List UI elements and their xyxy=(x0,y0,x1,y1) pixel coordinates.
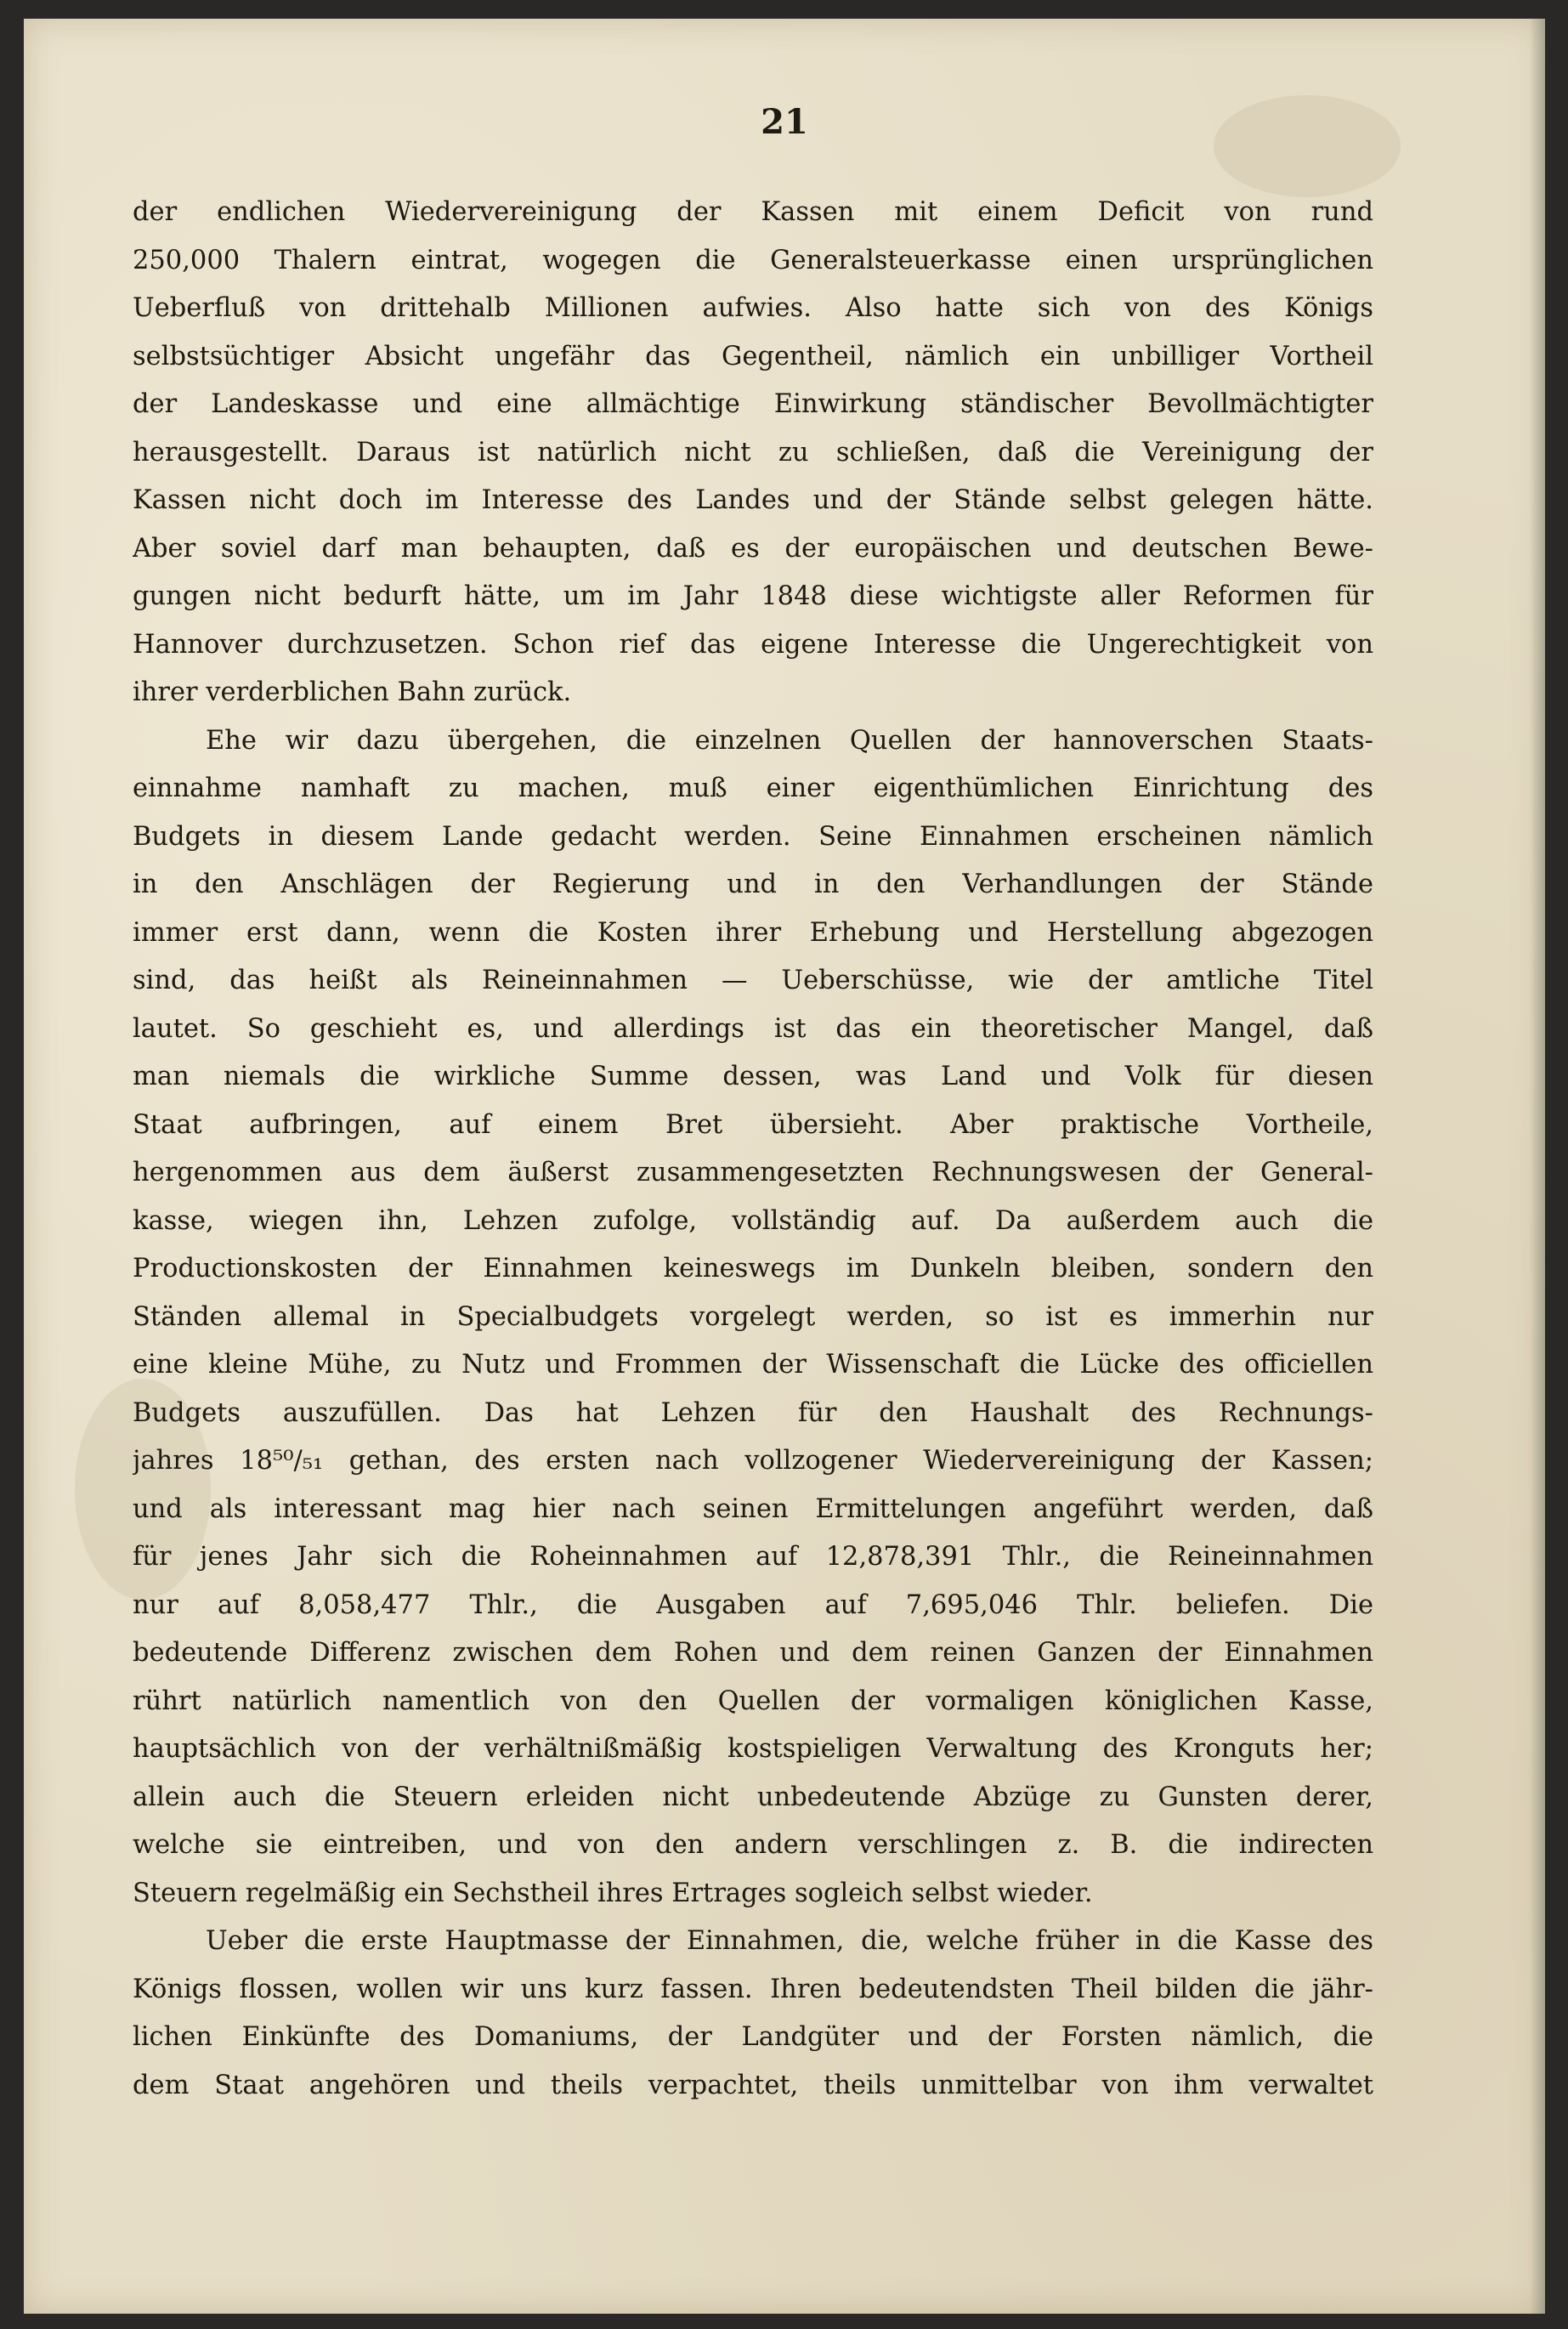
page-number: 21 xyxy=(761,102,808,142)
text-line: für jenes Jahr sich die Roheinnahmen auf 12,878,391 Thlr., die Reineinnahmen xyxy=(133,1542,1373,1572)
text-line: herausgestellt. Daraus ist natürlich nicht zu schließen, daß die Vereinigung der xyxy=(133,437,1373,468)
text-line: man niemals die wirkliche Summe dessen, was Land und Volk für diesen xyxy=(133,1062,1373,1091)
text-line: Ehe wir dazu übergehen, die einzelnen Quellen der hannoverschen Staats- xyxy=(206,725,1373,756)
text-line: allein auch die Steuern erleiden nicht unbedeutende Abzüge zu Gunsten derer, xyxy=(133,1782,1373,1812)
book-page xyxy=(24,19,1545,2314)
text-line: hauptsächlich von der verhältnißmäßig kostspieligen Verwaltung des Kronguts her; xyxy=(133,1734,1373,1764)
paragraph-1 xyxy=(133,189,1373,717)
text-line: der Landeskasse und eine allmächtige Einwirkung ständischer Bevollmächtigter xyxy=(133,389,1373,419)
text-line: einnahme namhaft zu machen, muß einer eigenthümlichen Einrichtung des xyxy=(133,774,1373,803)
text-line: Budgets auszufüllen. Das hat Lehzen für den Haushalt des Rechnungs- xyxy=(133,1397,1373,1428)
text-line: eine kleine Mühe, zu Nutz und Frommen der Wissenschaft die Lücke des officiellen xyxy=(133,1350,1373,1380)
text-line: in den Anschlägen der Regierung und in den Verhandlungen der Stände xyxy=(133,870,1373,899)
text-line: sind, das heißt als Reineinnahmen — Ueberschüsse, wie der amtliche Titel xyxy=(133,966,1373,995)
text-line: jahres 18⁵⁰/₅₁ gethan, des ersten nach vollzogener Wiedervereinigung der Kassen; xyxy=(133,1446,1373,1476)
text-line: selbstsüchtiger Absicht ungefähr das Gegentheil, nämlich ein unbilliger Vortheil xyxy=(133,341,1373,371)
text-line: hergenommen aus dem äußerst zusammengesetzten Rechnungswesen der General- xyxy=(133,1158,1373,1187)
text-line: Aber soviel darf man behaupten, daß es der europäischen und deutschen Bewe- xyxy=(133,533,1373,564)
text-line: Kassen nicht doch im Interesse des Landes und der Stände selbst gelegen hätte. xyxy=(133,485,1373,515)
text-line: bedeutende Differenz zwischen dem Rohen und dem reinen Ganzen der Einnahmen xyxy=(133,1638,1373,1668)
text-line: der endlichen Wiedervereinigung der Kassen mit einem Deficit von rund xyxy=(133,197,1373,227)
text-line: und als interessant mag hier nach seinen Ermittelungen angeführt werden, daß xyxy=(133,1493,1373,1524)
paragraph-2 xyxy=(133,717,1373,1918)
text-line: dem Staat angehören und theils verpachtet, theils unmittelbar von ihm verwaltet xyxy=(133,2070,1373,2100)
text-line: Ständen allemal in Specialbudgets vorgelegt werden, so ist es immerhin nur xyxy=(133,1301,1373,1332)
text-line: immer erst dann, wenn die Kosten ihrer Erhebung und Herstellung abgezogen xyxy=(133,917,1373,948)
text-line: Ueber die erste Hauptmasse der Einnahmen, die, welche früher in die Kasse des xyxy=(206,1926,1373,1956)
text-line: kasse, wiegen ihn, Lehzen zufolge, vollständig auf. Da außerdem auch die xyxy=(133,1205,1373,1236)
text-line: Ueberfluß von drittehalb Millionen aufwies. Also hatte sich von des Königs xyxy=(133,293,1373,323)
paragraph-3 xyxy=(133,1918,1373,2110)
text-line: lichen Einkünfte des Domaniums, der Landgüter und der Forsten nämlich, die xyxy=(133,2022,1373,2052)
text-line: nur auf 8,058,477 Thlr., die Ausgaben auf 7,695,046 Thlr. beliefen. Die xyxy=(133,1590,1373,1620)
text-line: rührt natürlich namentlich von den Quellen der vormaligen königlichen Kasse, xyxy=(133,1686,1373,1716)
text-line: 250,000 Thalern eintrat, wogegen die Generalsteuerkasse einen ursprünglichen xyxy=(133,245,1373,275)
text-line: Königs flossen, wollen wir uns kurz fassen. Ihren bedeutendsten Theil bilden die jähr- xyxy=(133,1974,1373,2004)
text-line: lautet. So geschieht es, und allerdings ist das ein theoretischer Mangel, daß xyxy=(133,1013,1373,1044)
page-edge xyxy=(1530,19,1545,2314)
text-line: ihrer verderblichen Bahn zurück. xyxy=(133,677,572,707)
text-line: gungen nicht bedurft hätte, um im Jahr 1848 diese wichtigste aller Reformen für xyxy=(133,581,1373,611)
text-line: welche sie eintreiben, und von den andern verschlingen z. B. die indirecten xyxy=(133,1830,1373,1860)
text-line: Hannover durchzusetzen. Schon rief das eigene Interesse die Ungerechtigkeit von xyxy=(133,629,1373,660)
body-text xyxy=(133,189,1373,2110)
text-line: Steuern regelmäßig ein Sechstheil ihres Ertrages sogleich selbst wieder. xyxy=(133,1878,1093,1908)
text-line: Budgets in diesem Lande gedacht werden. Seine Einnahmen erscheinen nämlich xyxy=(133,821,1373,852)
text-line: Productionskosten der Einnahmen keineswegs im Dunkeln bleiben, sondern den xyxy=(133,1254,1373,1284)
text-line: Staat aufbringen, auf einem Bret übersieht. Aber praktische Vortheile, xyxy=(133,1109,1373,1140)
